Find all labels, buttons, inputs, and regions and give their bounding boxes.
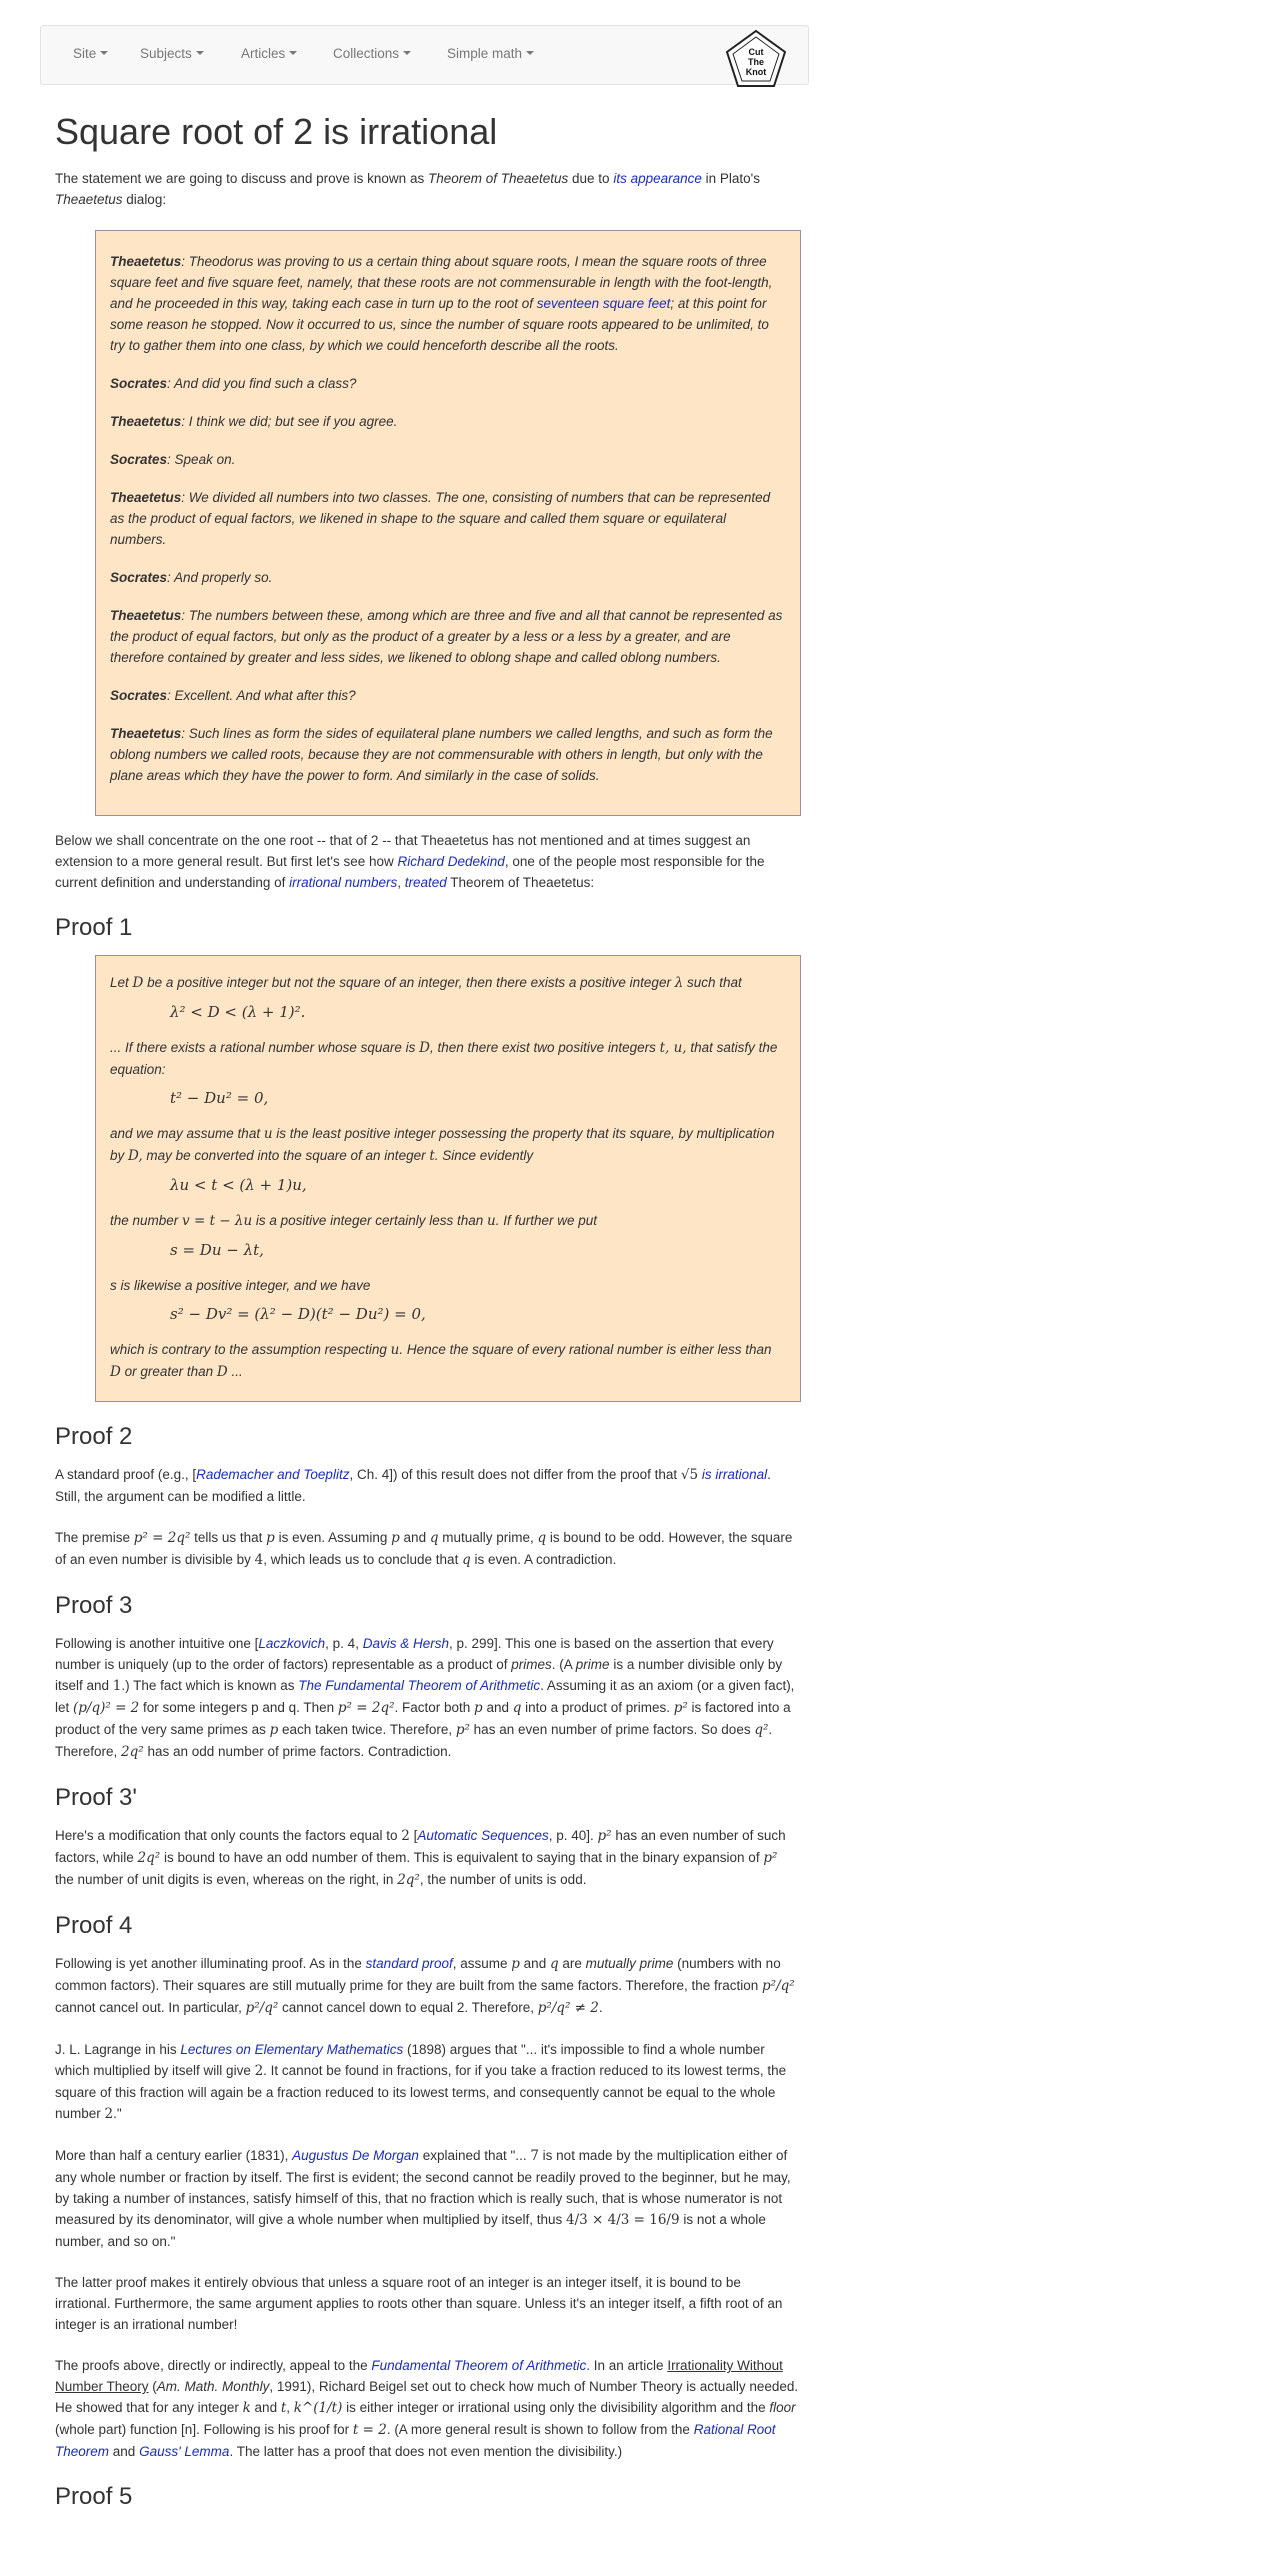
text: dialog: <box>122 192 167 207</box>
proof4-paragraph: The latter proof makes it entirely obvious that unless a square root of an integer is an integer itself, it is bound to be irrational. Furthermore, the same argument applies to roots other than square. Unless it's an integer itself, a fifth root of an integer is an irrational number! <box>55 2275 783 2332</box>
math: 4 <box>254 1552 264 1568</box>
text: which is contrary to the assumption respecting <box>110 1342 391 1357</box>
link-irrationality-without-number-theory[interactable]: Irrationality Without Number Theory <box>55 2358 783 2394</box>
text: : We divided all numbers into two classes. The one, consisting of numbers that can be represented as the product of equal factors, we likened in shape to the square and called them square or equilateral numbers. <box>110 490 771 547</box>
math: 1 <box>112 1678 122 1694</box>
text: : Such lines as form the sides of equilateral plane numbers we called lengths, and such as form the oblong numbers we called roots, because they are not commensurable with others in length, but only with the plane areas which they have the power to form. And similarly in the case of solids. <box>110 726 773 783</box>
math: 2 <box>104 2106 114 2122</box>
text: , p. 40]. <box>548 1828 598 1843</box>
math: 4/3 × 4/3 = 16/9 <box>566 2212 680 2228</box>
text: cannot cancel out. In particular, <box>55 2000 246 2015</box>
article <box>55 110 799 2524</box>
dialog-line <box>110 567 786 588</box>
proof3p-heading: Proof 3' <box>55 1784 137 1811</box>
math: D <box>132 975 144 991</box>
math: u <box>487 1213 496 1229</box>
nav-site[interactable] <box>73 43 108 64</box>
text: and <box>399 1530 430 1545</box>
speaker: Theaetetus <box>110 414 182 429</box>
math: t = 2 <box>352 2422 387 2438</box>
dialog-line <box>110 449 786 470</box>
text: , <box>286 2400 294 2415</box>
text: has an odd number of prime factors. Contradiction. <box>143 1744 452 1759</box>
text: , assume <box>452 1956 512 1971</box>
text: ... If there exists a rational number whose square is <box>110 1040 420 1055</box>
text: floor <box>769 2400 796 2415</box>
speaker: Theaetetus <box>110 254 182 269</box>
proof4-paragraph <box>55 2355 799 2462</box>
text: has an even number of such factors, while <box>55 1828 786 1865</box>
text: is even. A contradiction. <box>470 1552 617 1567</box>
text: is likewise a positive integer, and we have <box>116 1278 371 1293</box>
math: p <box>266 1530 275 1546</box>
proof1-heading: Proof 1 <box>55 914 133 941</box>
text: The statement we are going to discuss and prove is known as <box>55 171 428 186</box>
intro-paragraph <box>55 168 799 210</box>
text: has an even number of prime factors. So does <box>469 1722 755 1737</box>
link-dedekind[interactable]: Richard Dedekind <box>397 854 505 869</box>
text: . If further we put <box>495 1213 598 1228</box>
proof4-paragraph <box>55 2145 799 2252</box>
text: Theorem of Theaetetus: <box>446 875 595 890</box>
dialog-line <box>110 605 786 668</box>
text: and <box>519 1956 550 1971</box>
text: in Plato's <box>701 171 760 186</box>
text: is bound to have an odd number of them. This is equivalent to saying that in the binary expansion of <box>160 1850 764 1865</box>
dialog-line <box>110 411 786 432</box>
math: k <box>242 2400 251 2416</box>
math: t <box>429 1148 435 1164</box>
text: explained that "... <box>418 2148 531 2163</box>
dialog-quote <box>95 230 801 816</box>
proof-text <box>110 1037 786 1080</box>
link-lagrange-lectures[interactable]: Lectures on Elementary Mathematics <box>180 2042 404 2057</box>
link-davis-hersh[interactable]: Davis & Hersh <box>362 1636 449 1651</box>
proof4-paragraph <box>55 1953 799 2019</box>
math: v = t − λu <box>182 1213 253 1229</box>
link-fundamental-theorem[interactable]: The Fundamental Theorem of Arithmetic <box>298 1678 541 1693</box>
math: 2 <box>254 2063 264 2079</box>
text: may be converted into the square of an integer <box>142 1148 430 1163</box>
text: : Excellent. And what after this? <box>167 688 356 703</box>
text: . Assuming it as an axiom (or a given fact), let <box>55 1678 795 1715</box>
proof3p-paragraph <box>55 1825 799 1891</box>
text: for some integers p and q. Then <box>139 1700 338 1715</box>
text: are <box>558 1956 586 1971</box>
text: s <box>110 1278 117 1293</box>
text: . Since evidently <box>434 1148 534 1163</box>
text: ; at this point for some reason he stopped. Now it occurred to us, since the number of square roots appeared to be unlimited, to try to gather them into one class, by which we could henceforth describe all the roots. <box>110 296 769 353</box>
text: tells us that <box>190 1530 267 1545</box>
math: p²/q² <box>762 1978 795 1994</box>
math: 2q² <box>397 1872 420 1888</box>
math: q² <box>754 1722 769 1738</box>
proof-text <box>110 1123 786 1167</box>
link-seventeen-square-feet[interactable]: seventeen square feet <box>536 296 671 311</box>
text: is a number divisible only by itself and <box>55 1657 783 1693</box>
text: Following is another intuitive one [ <box>55 1636 259 1651</box>
math: p <box>391 1530 400 1546</box>
text: prime <box>575 1657 610 1672</box>
speaker: Socrates <box>110 570 168 585</box>
text: . Therefore, <box>55 1722 773 1759</box>
proof4-paragraph <box>55 2039 799 2125</box>
text: is factored into a product of the very same primes as <box>55 1700 791 1737</box>
math: q <box>429 1530 439 1546</box>
text: mutually prime, <box>438 1530 538 1545</box>
math: D <box>419 1040 430 1056</box>
text: is not a whole number, and so on." <box>55 2212 766 2249</box>
equation: λ² < D < (λ + 1)². <box>170 1003 306 1021</box>
text: , Ch. 4]) of this result does not differ from the proof that <box>349 1467 681 1482</box>
math: 2q² <box>121 1744 144 1760</box>
dialog-line <box>110 685 786 706</box>
text: into a product of primes. <box>521 1700 674 1715</box>
text: and <box>109 2444 140 2459</box>
speaker: Theaetetus <box>110 608 182 623</box>
math: p²/q² <box>245 2000 279 2016</box>
nav-label: Collections <box>333 46 400 61</box>
math: q <box>537 1530 547 1546</box>
text: is either integer or irrational using only the divisibility algorithm and the <box>342 2400 770 2415</box>
text: : And did you find such a class? <box>167 376 357 391</box>
proof-text <box>110 1339 786 1383</box>
math: p² <box>455 1722 470 1738</box>
nav-collections[interactable] <box>333 43 411 64</box>
nav-articles[interactable] <box>241 43 297 64</box>
proof4-heading: Proof 4 <box>55 1912 133 1939</box>
speaker: Theaetetus <box>110 490 182 505</box>
proof2-paragraph <box>55 1527 799 1571</box>
text: , one of the people most responsible for the current definition and understanding of <box>55 854 765 890</box>
text: is not made by the multiplication either of any whole number or fraction by itself. The first is evident; the second cannot be readily proved to the beginner, but he may, by taking a number of instances, satisfy himself of this, that no fraction which is really such, that is whose numerator is not measured by its denominator, will give a whole number when multiplied by itself, thus <box>55 2148 791 2227</box>
math: 2 <box>401 1828 410 1844</box>
text: , <box>397 875 405 890</box>
text: , 1991), Richard Beigel set out to check how much of Number Theory is actually needed. He showed that for any integer <box>55 2379 799 2415</box>
below-paragraph <box>55 830 799 893</box>
text: such that <box>683 975 742 990</box>
proof1-quote <box>95 955 801 1402</box>
math: t <box>280 2400 287 2416</box>
text: : Speak on. <box>167 452 236 467</box>
link-fundamental-theorem[interactable]: Fundamental Theorem of Arithmetic <box>371 2358 587 2373</box>
text: ." <box>113 2106 122 2121</box>
equation: λu < t < (λ + 1)u, <box>170 1176 307 1194</box>
dialog-line <box>110 723 786 786</box>
text: : The numbers between these, among which are three and five and all that cannot be represented as the product of equal factors, but only as the product of a greater by a less or a less by a greater, and are therefore contained by greater and less sides, we likened to oblong shape and called oblong numbers. <box>110 608 783 665</box>
link-is-irrational[interactable]: is irrational <box>701 1467 768 1482</box>
math: p² <box>763 1850 778 1866</box>
text: The premise <box>55 1530 134 1545</box>
text: that satisfy the equation: <box>110 1040 778 1077</box>
text: is bound to be odd. However, the square of an even number is divisible by <box>55 1530 793 1567</box>
caret-down-icon <box>526 51 534 55</box>
text: and <box>250 2400 281 2415</box>
math: 2q² <box>137 1850 161 1866</box>
dialog-line <box>110 487 786 550</box>
text: cannot cancel down to equal 2. Therefore, <box>278 2000 538 2015</box>
speaker: Socrates <box>110 452 168 467</box>
proof2-heading: Proof 2 <box>55 1423 133 1450</box>
link-rademacher-toeplitz[interactable]: Rademacher and Toeplitz <box>196 1467 350 1482</box>
math: p²/q² ≠ 2 <box>537 2000 599 2016</box>
text: . <box>598 2000 603 2015</box>
proof-text <box>110 1210 786 1232</box>
nav-simple-math[interactable] <box>447 43 534 64</box>
text: . In an article <box>586 2358 668 2373</box>
speaker: Theaetetus <box>110 726 182 741</box>
math: (p/q)² = 2 <box>73 1700 140 1716</box>
math: t, u, <box>659 1040 687 1056</box>
link-treated[interactable]: treated <box>404 875 447 890</box>
nav-label: Simple math <box>447 46 523 61</box>
text: , p. 299]. This one is based on the assertion that every number is uniquely (up to the order of factors) representable as a product of <box>55 1636 774 1672</box>
speaker: Socrates <box>110 688 168 703</box>
math: p² = 2q² <box>133 1530 191 1546</box>
math: D, <box>128 1148 143 1164</box>
text: ... <box>227 1364 243 1379</box>
navbar <box>40 25 809 85</box>
caret-down-icon <box>100 51 108 55</box>
dialog-line <box>110 373 786 394</box>
math: k^(1/t) <box>293 2400 343 2416</box>
nav-label: Site <box>73 46 97 61</box>
text: : Theodorus was proving to us a certain thing about square roots, I mean the square roots of three square feet and five square feet, namely, that these roots are not commensurable in length with the foot-length, and he proceeded in this way, taking each case in turn up to the root of <box>110 254 773 311</box>
text: . (A <box>551 1657 576 1672</box>
math: u <box>263 1126 273 1142</box>
text: . Still, the argument can be modified a little. <box>55 1467 771 1504</box>
text: Below we shall concentrate on the one root -- that of 2 -- that Theaetetus has not mentioned and at times suggest an extension to a more general result. But first let's see how <box>55 833 751 869</box>
text: due to <box>568 171 614 186</box>
text: . Hence the square of every rational number is either less than <box>399 1342 772 1357</box>
text: ( <box>148 2379 157 2394</box>
nav-subjects[interactable] <box>140 43 204 64</box>
math: D <box>110 1364 121 1380</box>
link-de-morgan[interactable]: Augustus De Morgan <box>292 2148 419 2163</box>
text: be a positive integer but not the square of an integer, then there exists a positive integer <box>143 975 675 990</box>
text: is the least positive integer possessing the property that its square, by multiplication by <box>110 1126 775 1163</box>
proof5-heading: Proof 5 <box>55 2483 133 2510</box>
equation: s = Du − λt, <box>170 1241 264 1259</box>
text: Here's a modification that only counts the factors equal to <box>55 1828 402 1843</box>
text: The proofs above, directly or indirectly, appeal to the <box>55 2358 372 2373</box>
text: : I think we did; but see if you agree. <box>181 414 398 429</box>
text: the number of unit digits is even, whereas on the right, in <box>55 1872 398 1887</box>
text: is a positive integer certainly less than <box>252 1213 488 1228</box>
page-title: Square root of 2 is irrational <box>55 111 498 152</box>
text: . It cannot be found in fractions, for if you take a fraction reduced to its lowest terms, the square of this fraction will again be a fraction reduced to its lowest terms, and consequently cannot be equal to the whole number <box>55 2063 787 2121</box>
caret-down-icon <box>289 51 297 55</box>
math: q <box>462 1552 471 1568</box>
math: q <box>549 1956 559 1972</box>
link-gauss-lemma[interactable]: Gauss' Lemma <box>139 2444 230 2459</box>
text: and <box>482 1700 513 1715</box>
text: (numbers with no common factors). Their squares are still mutually prime for they are built from the same factors. Therefore, the fraction <box>55 1956 781 1993</box>
math: u <box>390 1342 400 1358</box>
text: , the number of units is odd. <box>419 1872 587 1887</box>
speaker: Socrates <box>110 376 168 391</box>
proof2-paragraph <box>55 1464 799 1507</box>
proof3-paragraph <box>55 1633 799 1763</box>
math: q <box>512 1700 522 1716</box>
text: the number <box>110 1213 183 1228</box>
cut-the-knot-logo[interactable] <box>724 28 788 90</box>
math: D <box>216 1364 228 1380</box>
text: (whole part) function [n]. Following is his proof for <box>55 2422 353 2437</box>
link-its-appearance[interactable]: its appearance <box>613 171 702 186</box>
math: p <box>269 1722 279 1738</box>
nav-label: Articles <box>241 46 286 61</box>
text: is even. Assuming <box>274 1530 392 1545</box>
math: p² <box>597 1828 612 1844</box>
proof3-heading: Proof 3 <box>55 1592 133 1619</box>
proof-text <box>110 972 786 994</box>
caret-down-icon <box>403 51 411 55</box>
text: Am. Math. Monthly <box>156 2379 270 2394</box>
text: .) The fact which is known as <box>121 1678 299 1693</box>
math: p² <box>673 1700 688 1716</box>
math: λ <box>674 975 684 991</box>
text: [ <box>409 1828 418 1843</box>
text: , which leads us to conclude that <box>263 1552 463 1567</box>
text: J. L. Lagrange in his <box>55 2042 181 2057</box>
link-irrational-numbers[interactable]: irrational numbers <box>289 875 398 890</box>
text: Let <box>110 975 133 990</box>
dialog-line <box>110 251 786 356</box>
math: p <box>474 1700 483 1716</box>
text: primes <box>511 1657 552 1672</box>
text: Following is yet another illuminating proof. As in the <box>55 1956 366 1971</box>
text: More than half a century earlier (1831), <box>55 2148 293 2163</box>
text: Theaetetus <box>55 192 123 207</box>
math: p² = 2q² <box>337 1700 395 1716</box>
text: and we may assume that <box>110 1126 264 1141</box>
link-rational-root-theorem[interactable]: Rational Root Theorem <box>55 2422 776 2459</box>
text: (1898) argues that "... it's impossible to find a whole number which multiplied by itself will give <box>55 2042 765 2078</box>
equation: s² − Dv² = (λ² − D)(t² − Du²) = 0, <box>170 1305 426 1323</box>
logo-text: Knot <box>745 67 767 77</box>
text: each taken twice. Therefore, <box>278 1722 456 1737</box>
math: √5 <box>680 1467 699 1483</box>
text: A standard proof (e.g., [ <box>55 1467 197 1482</box>
link-standard-proof[interactable]: standard proof <box>365 1956 453 1971</box>
link-laczkovich[interactable]: Laczkovich <box>258 1636 326 1651</box>
text: Theorem of Theaetetus <box>427 171 569 186</box>
nav-label: Subjects <box>140 46 192 61</box>
link-automatic-sequences[interactable]: Automatic Sequences <box>417 1828 549 1843</box>
logo-text: Cut <box>748 47 764 57</box>
text: mutually prime <box>585 1956 674 1971</box>
math: p <box>511 1956 520 1972</box>
caret-down-icon <box>196 51 204 55</box>
text: or greater than <box>120 1364 217 1379</box>
text: , p. 4, <box>325 1636 363 1651</box>
text: . Factor both <box>394 1700 475 1715</box>
proof-text <box>110 1275 786 1296</box>
equation: t² − Du² = 0, <box>170 1089 269 1107</box>
text: , then there exist two positive integers <box>429 1040 660 1055</box>
math: 7 <box>530 2148 539 2164</box>
text: . The latter has a proof that does not even mention the divisibility.) <box>229 2444 623 2459</box>
text: . (A more general result is shown to follow from the <box>386 2422 694 2437</box>
text: : And properly so. <box>167 570 273 585</box>
logo-text: The <box>747 57 765 67</box>
